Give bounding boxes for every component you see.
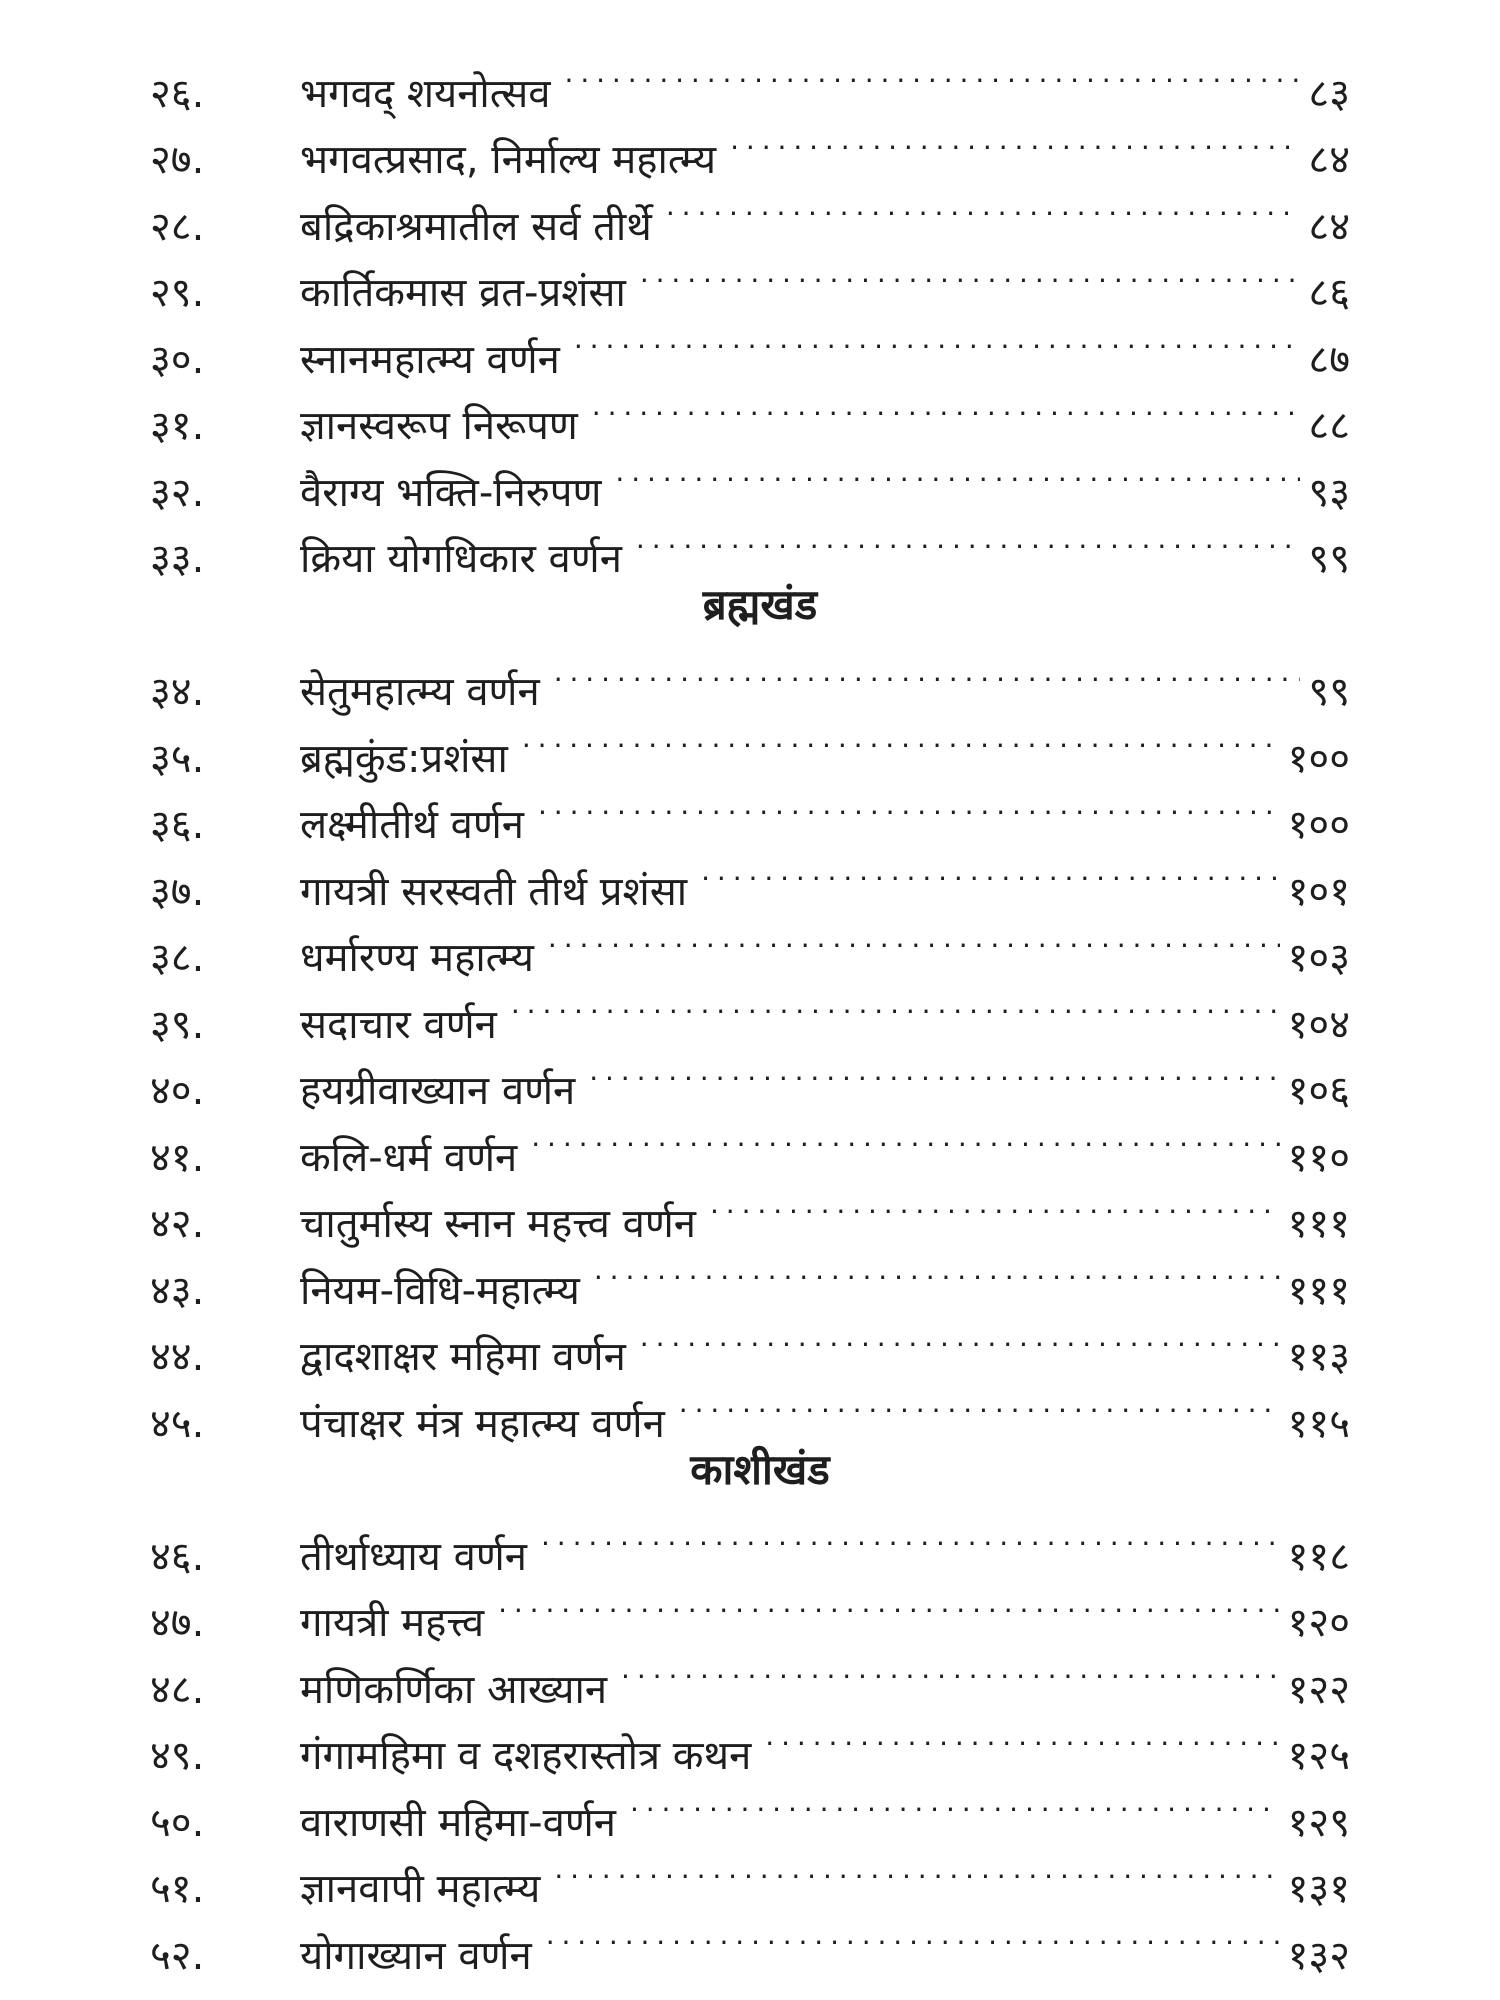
page-number: ११३	[1287, 1334, 1350, 1380]
page-number: ८६	[1308, 270, 1350, 316]
chapter-title: हयग्रीवाख्यान वर्णन	[300, 1068, 576, 1114]
page-number: ८४	[1308, 137, 1350, 183]
chapter-number: ३७.	[150, 868, 205, 915]
page-number: ९९	[1308, 536, 1350, 582]
chapter-title: ज्ञानवापी महात्म्य	[300, 1866, 541, 1912]
page-number: ११८	[1287, 1533, 1350, 1580]
table-of-contents	[0, 40, 1500, 1979]
dot-leader	[636, 506, 1300, 573]
dot-leader	[710, 1171, 1280, 1238]
chapter-number: ४६.	[150, 1533, 205, 1580]
chapter-title: स्नानमहात्म्य वर्णन	[300, 336, 560, 383]
chapter-number: ३१.	[150, 403, 205, 449]
page-number: ८३	[1308, 70, 1350, 117]
chapter-number: ४२.	[150, 1201, 205, 1247]
dot-leader	[640, 1304, 1280, 1371]
dot-leader	[630, 1769, 1280, 1836]
page-number: ८८	[1308, 403, 1350, 449]
dot-leader	[594, 1237, 1280, 1304]
chapter-number: ३२.	[150, 469, 205, 516]
page-number: ११५	[1287, 1400, 1350, 1447]
section-heading: ब्रह्मखंड	[702, 580, 818, 629]
chapter-number: ३०.	[150, 336, 205, 383]
page-number: १०६	[1287, 1068, 1350, 1114]
chapter-title: गंगामहिमा व दशहरास्तोत्र कथन	[300, 1733, 752, 1779]
chapter-number: ३५.	[150, 735, 205, 782]
page-number: ११०	[1287, 1134, 1350, 1181]
chapter-title: धर्मारण्य महात्म्य	[300, 935, 534, 981]
chapter-title: भगवद् शयनोत्सव	[300, 70, 551, 117]
dot-leader	[640, 240, 1301, 307]
chapter-number: ३९.	[150, 1001, 205, 1048]
page-number: १११	[1287, 1267, 1350, 1314]
page-number: १३२	[1287, 1932, 1350, 1979]
dot-leader	[621, 1636, 1280, 1703]
page-number: १०३	[1287, 935, 1350, 981]
page-number: १००	[1287, 802, 1350, 848]
dot-leader	[615, 439, 1300, 506]
page-number: १००	[1287, 735, 1350, 782]
chapter-title: पंचाक्षर मंत्र महात्म्य वर्णन	[300, 1400, 665, 1447]
chapter-title: कलि-धर्म वर्णन	[300, 1134, 518, 1181]
chapter-title: द्वादशाक्षर महिमा वर्णन	[300, 1334, 626, 1380]
chapter-number: ५२.	[150, 1932, 205, 1979]
page-number: ८७	[1308, 336, 1350, 383]
dot-leader	[554, 639, 1301, 706]
dot-leader	[592, 373, 1301, 440]
dot-leader	[701, 838, 1279, 905]
dot-leader	[538, 772, 1280, 839]
chapter-number: ३४.	[150, 669, 205, 715]
chapter-number: ५०.	[150, 1799, 205, 1846]
chapter-title: लक्ष्मीतीर्थ वर्णन	[300, 802, 524, 848]
chapter-title: ब्रह्मकुंड:प्रशंसा	[300, 735, 508, 782]
dot-leader	[498, 1570, 1280, 1637]
page-number: ९९	[1308, 669, 1350, 715]
chapter-title: योगाख्यान वर्णन	[300, 1932, 532, 1979]
chapter-title: कार्तिकमास व्रत-प्रशंसा	[300, 270, 626, 316]
chapter-number: २९.	[150, 270, 205, 316]
toc-entry	[0, 639, 1500, 715]
page-number: १११	[1287, 1201, 1350, 1247]
chapter-title: तीर्थाध्याय वर्णन	[300, 1533, 527, 1580]
chapter-title: नियम-विधि-महात्म्य	[300, 1267, 580, 1314]
page-number: १२०	[1287, 1600, 1350, 1646]
chapter-title: क्रिया योगधिकार वर्णन	[300, 536, 622, 582]
chapter-number: ४१.	[150, 1134, 205, 1181]
chapter-title: वाराणसी महिमा-वर्णन	[300, 1799, 616, 1846]
page-number: १०४	[1287, 1001, 1350, 1048]
chapter-number: ४८.	[150, 1666, 205, 1713]
chapter-number: २८.	[150, 203, 205, 250]
dot-leader	[546, 1902, 1280, 1969]
chapter-number: ४९.	[150, 1733, 205, 1779]
chapter-title: ज्ञानस्वरूप निरूपण	[300, 403, 578, 449]
dot-leader	[554, 1836, 1279, 1903]
chapter-title: सेतुमहात्म्य वर्णन	[300, 669, 540, 715]
chapter-number: ३६.	[150, 802, 205, 848]
chapter-number: ४०.	[150, 1068, 205, 1114]
page-number: ८४	[1308, 203, 1350, 250]
dot-leader	[765, 1703, 1279, 1770]
dot-leader	[511, 971, 1280, 1038]
chapter-number: ४५.	[150, 1400, 205, 1447]
dot-leader	[531, 1104, 1279, 1171]
dot-leader	[548, 905, 1280, 972]
dot-leader	[730, 107, 1300, 174]
chapter-number: ४७.	[150, 1600, 205, 1646]
page-number: १२९	[1287, 1799, 1350, 1846]
page-number: १२२	[1287, 1666, 1350, 1713]
dot-leader	[565, 40, 1301, 107]
chapter-title: सदाचार वर्णन	[300, 1001, 497, 1048]
toc-entry	[0, 40, 1500, 117]
dot-leader	[574, 306, 1301, 373]
chapter-number: ३३.	[150, 536, 205, 582]
chapter-title: चातुर्मास्य स्नान महत्त्व वर्णन	[300, 1201, 696, 1247]
chapter-number: ५१.	[150, 1866, 205, 1912]
chapter-title: मणिकर्णिका आख्यान	[300, 1666, 608, 1713]
dot-leader	[679, 1370, 1280, 1437]
section-heading: काशीखंड	[690, 1444, 830, 1494]
chapter-title: गायत्री सरस्वती तीर्थ प्रशंसा	[300, 868, 688, 915]
chapter-title: गायत्री महत्त्व	[300, 1600, 485, 1646]
chapter-title: भगवत्प्रसाद, निर्माल्य महात्म्य	[300, 137, 717, 183]
page-number: १३१	[1287, 1866, 1350, 1912]
chapter-number: २६.	[150, 70, 205, 117]
page-number: ९३	[1308, 469, 1350, 516]
chapter-title: बद्रिकाश्रमातील सर्व तीर्थे	[300, 203, 652, 250]
chapter-number: ४३.	[150, 1267, 205, 1314]
chapter-number: ३८.	[150, 935, 205, 981]
dot-leader	[589, 1038, 1279, 1105]
page-number: १२५	[1287, 1733, 1350, 1779]
chapter-title: वैराग्य भक्ति-निरुपण	[300, 469, 602, 516]
chapter-number: ४४.	[150, 1334, 205, 1380]
dot-leader	[522, 705, 1280, 772]
page-number: १०१	[1287, 868, 1350, 915]
toc-entry	[0, 1503, 1500, 1580]
dot-leader	[541, 1503, 1280, 1570]
chapter-number: २७.	[150, 137, 205, 183]
dot-leader	[666, 173, 1301, 240]
